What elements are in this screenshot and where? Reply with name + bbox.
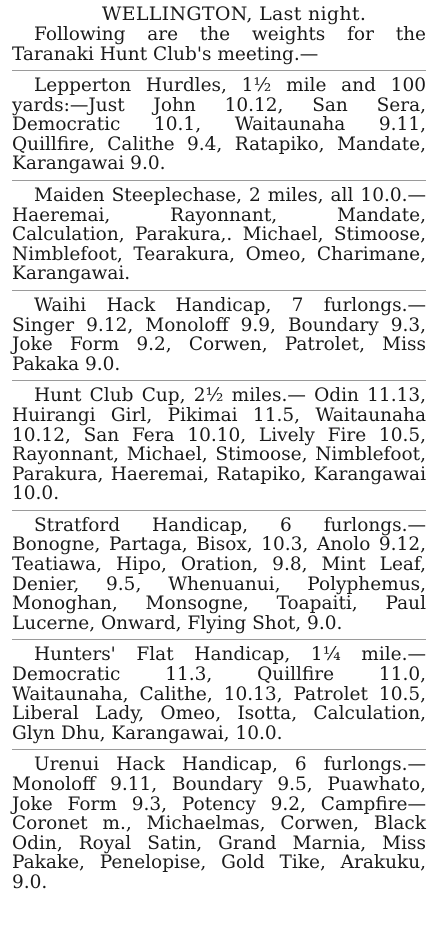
divider	[12, 180, 426, 181]
divider	[12, 639, 426, 640]
race-entry-stratford-handicap: Stratford Handicap, 6 furlongs.—Bonogne, Partaga, Bisox, 10.3, Anolo 9.12, Teatiawa, Hipo, Oration, 9.8, Mint Leaf, Denier, 9.5, Whenuanui, Polyphemus, Monoghan, Monsogne, Toapaiti, Paul Lucerne, Onward, Flying Shot, 9.0.	[12, 514, 426, 634]
race-entry-hunters-flat-handicap: Hunters' Flat Handicap, 1¼ mile.—Democratic 11.3, Quillfire 11.0, Waitaunaha, Calithe, 10.13, Patrolet 10.5, Liberal Lady, Omeo, Isotta, Calculation, Glyn Dhu, Karangawai, 10.0.	[12, 644, 426, 744]
divider	[12, 380, 426, 381]
race-entry-waihi-hack-handicap: Waihi Hack Handicap, 7 furlongs.—Singer 9.12, Monoloff 9.9, Boundary 9.3, Joke Form 9.2, Corwen, Patrolet, Miss Pakaka 9.0.	[12, 294, 426, 375]
intro-paragraph: Following are the weights for the Taranaki Hunt Club's meeting.—	[12, 24, 426, 65]
divider	[12, 510, 426, 511]
race-entry-urenui-hack-handicap: Urenui Hack Handicap, 6 furlongs.—Monoloff 9.11, Boundary 9.5, Puawhato, Joke Form 9.3, Potency 9.2, Campfire—Coronet m., Michaelmas, Corwen, Black Odin, Royal Satin, Grand Marnia, Miss Pakake, Penelopise, Gold Tike, Arakuku, 9.0.	[12, 754, 426, 893]
race-entry-lepperton-hurdles: Lepperton Hurdles, 1½ mile and 100 yards:—Just John 10.12, San Sera, Democratic 10.1, Waitaunaha 9.11, Quillfire, Calithe 9.4, Ratapiko, Mandate, Karangawai 9.0.	[12, 75, 426, 175]
race-entry-maiden-steeplechase: Maiden Steeplechase, 2 miles, all 10.0.—Haeremai, Rayonnant, Mandate, Calculation, Parakura,. Michael, Stimoose, Nimblefoot, Tearakura, Omeo, Charimane, Karangawai.	[12, 184, 426, 285]
divider	[12, 70, 426, 71]
divider	[12, 290, 426, 291]
divider	[12, 749, 426, 750]
race-entry-hunt-club-cup: Hunt Club Cup, 2½ miles.— Odin 11.13, Huirangi Girl, Pikimai 11.5, Waitaunaha 10.12, San Fera 10.10, Lively Fire 10.5, Rayonnant, Michael, Stimoose, Nimblefoot, Parakura, Haeremai, Ratapiko, Karangawai 10.0.	[12, 385, 426, 505]
dateline: WELLINGTON, Last night.	[101, 3, 367, 25]
